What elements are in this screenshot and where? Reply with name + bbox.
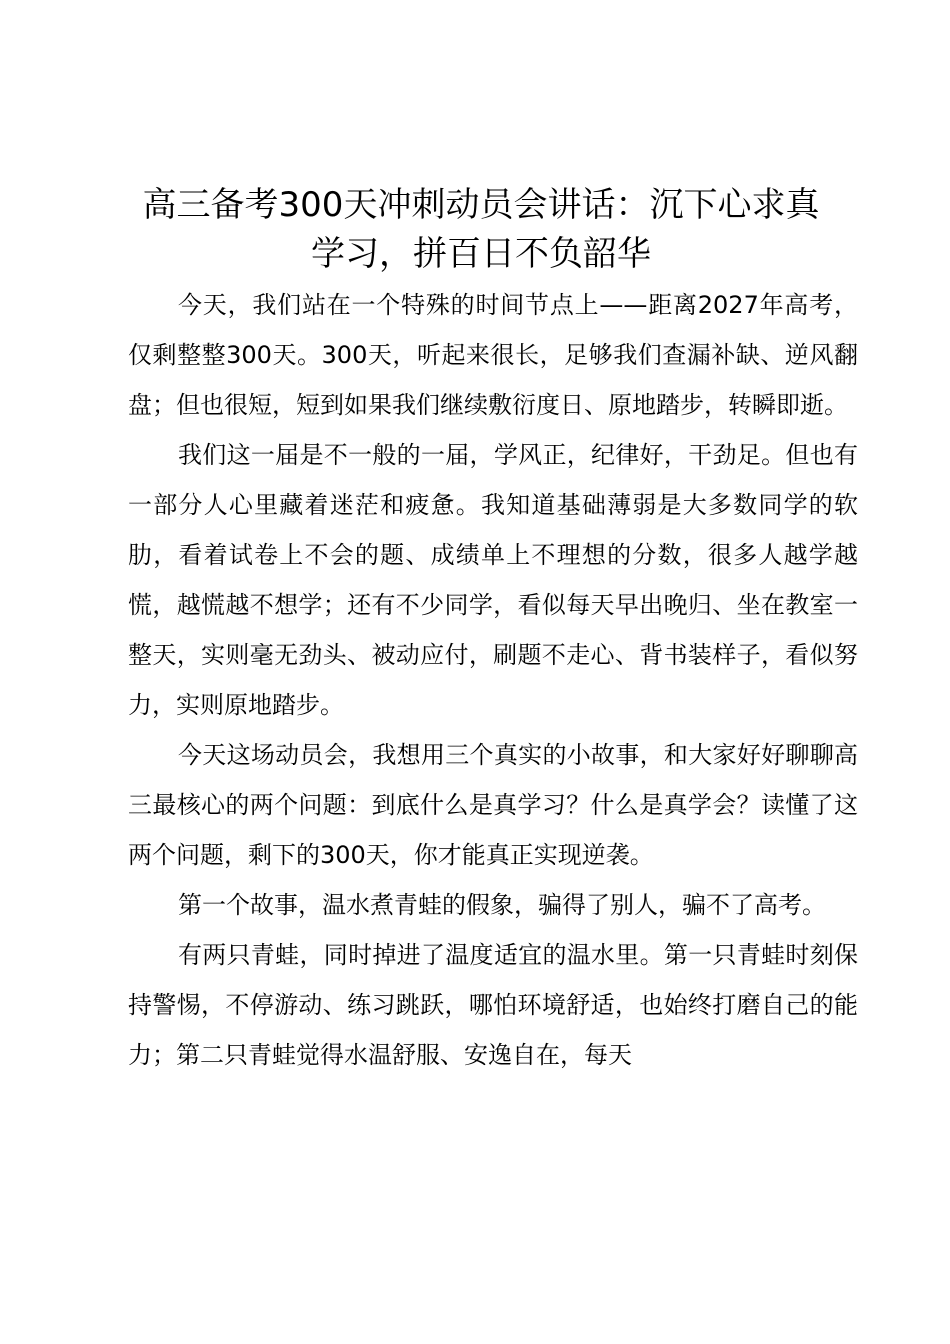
paragraph-5: 有两只青蛙，同时掉进了温度适宜的温水里。第一只青蛙时刻保持警惕，不停游动、练习跳跃，哪怕环境舒适，也始终打磨自己的能力；第二只青蛙觉得水温舒服、安逸自在，每天 bbox=[128, 941, 858, 1069]
paragraph-4: 第一个故事，温水煮青蛙的假象，骗得了别人，骗不了高考。 bbox=[178, 891, 826, 919]
paragraph-1: 今天，我们站在一个特殊的时间节点上——距离2027年高考，仅剩整整300天。300天，听起来很长，足够我们查漏补缺、逆风翻盘；但也很短，短到如果我们继续敷衍度日、原地踏步，转瞬即逝。 bbox=[128, 291, 858, 419]
document-title: 高三备考300天冲刺动员会讲话：沉下心求真学习，拼百日不负韶华 bbox=[142, 185, 820, 274]
paragraph-3: 今天这场动员会，我想用三个真实的小故事，和大家好好聊聊高三最核心的两个问题：到底什么是真学习？什么是真学会？读懂了这两个问题，剩下的300天，你才能真正实现逆袭。 bbox=[128, 741, 858, 869]
paragraph-2: 我们这一届是不一般的一届，学风正，纪律好，干劲足。但也有一部分人心里藏着迷茫和疲惫。我知道基础薄弱是大多数同学的软肋，看着试卷上不会的题、成绩单上不理想的分数，很多人越学越慌，越慌越不想学；还有不少同学，看似每天早出晚归、坐在教室一整天，实则毫无劲头、被动应付，刷题不走心、背书装样子，看似努力，实则原地踏步。 bbox=[128, 441, 858, 719]
document-body bbox=[128, 280, 858, 1080]
